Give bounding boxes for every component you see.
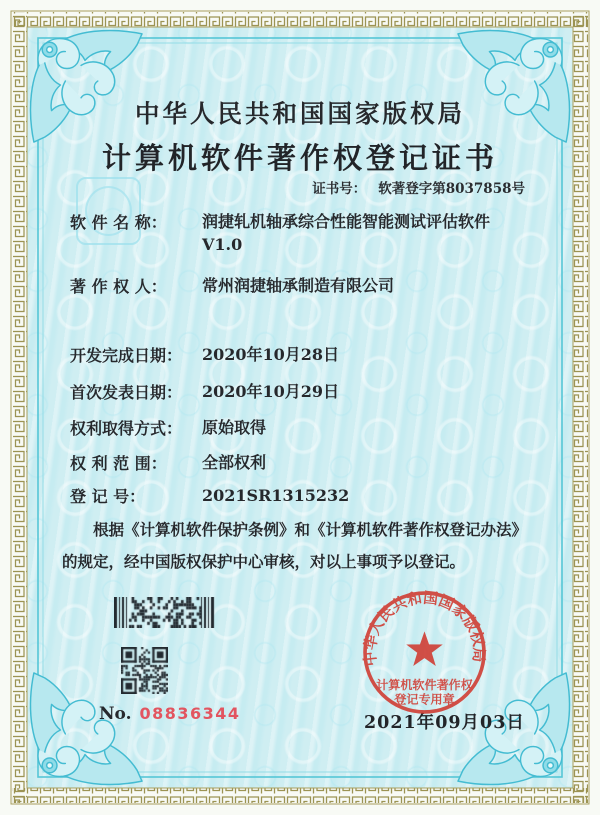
field-rights-acquisition (70, 416, 266, 439)
seal-ring-text: 中华人民共和国国家版权局 (361, 589, 488, 668)
official-seal (361, 589, 488, 716)
field-label: 登 记 号： (70, 487, 146, 506)
serial-prefix: No. (99, 704, 132, 724)
rights-acquisition-value: 原始取得 (202, 418, 267, 437)
field-label: 权利取得方式： (70, 419, 183, 438)
rights-scope-value: 全部权利 (202, 453, 267, 472)
serial-number-line (99, 704, 241, 724)
qr-code (121, 647, 168, 694)
field-registration-number (70, 484, 349, 507)
first-publish-date-value: 2020年10月29日 (202, 382, 340, 401)
issue-date: 2021年09月03日 (364, 713, 525, 733)
certificate-title: 计算机软件著作权登记证书 (101, 141, 498, 175)
field-dev-complete-date (70, 343, 339, 366)
serial-number: 08836344 (139, 704, 241, 723)
software-name-value: 润捷轧机轴承综合性能智能测试评估软件 (202, 212, 491, 231)
dev-complete-date-value: 2020年10月28日 (202, 345, 340, 364)
field-label: 首次发表日期： (70, 383, 183, 402)
field-label: 著 作 权 人： (70, 277, 167, 296)
field-label: 权 利 范 围： (70, 454, 167, 473)
field-label: 开发完成日期： (70, 346, 183, 365)
copyright-owner-value: 常州润捷轴承制造有限公司 (202, 276, 395, 295)
seal-text-line2: 登记专用章 (394, 692, 455, 707)
barcode-2d (114, 597, 215, 628)
certificate-number-line (0, 177, 525, 197)
seal-text-line1: 计算机软件著作权 (376, 677, 473, 692)
software-version-value: V1.0 (202, 235, 243, 255)
field-copyright-owner (70, 274, 394, 297)
authority-title: 中华人民共和国国家版权局 (135, 99, 465, 128)
registration-statement: 根据《计算机软件保护条例》和《计算机软件著作权登记办法》的规定，经中国版权保护中心审核，对以上事项予以登记。 (62, 520, 528, 571)
field-software-name (70, 210, 490, 256)
star-icon (406, 631, 442, 666)
field-rights-scope (70, 451, 266, 474)
field-first-publish-date (70, 380, 339, 403)
field-label: 软 件 名 称： (70, 213, 167, 232)
certificate-number-label: 证书号： (312, 181, 367, 197)
registration-number-value: 2021SR1315232 (202, 486, 350, 505)
certificate-number-value: 软著登字第8037858号 (378, 181, 525, 197)
